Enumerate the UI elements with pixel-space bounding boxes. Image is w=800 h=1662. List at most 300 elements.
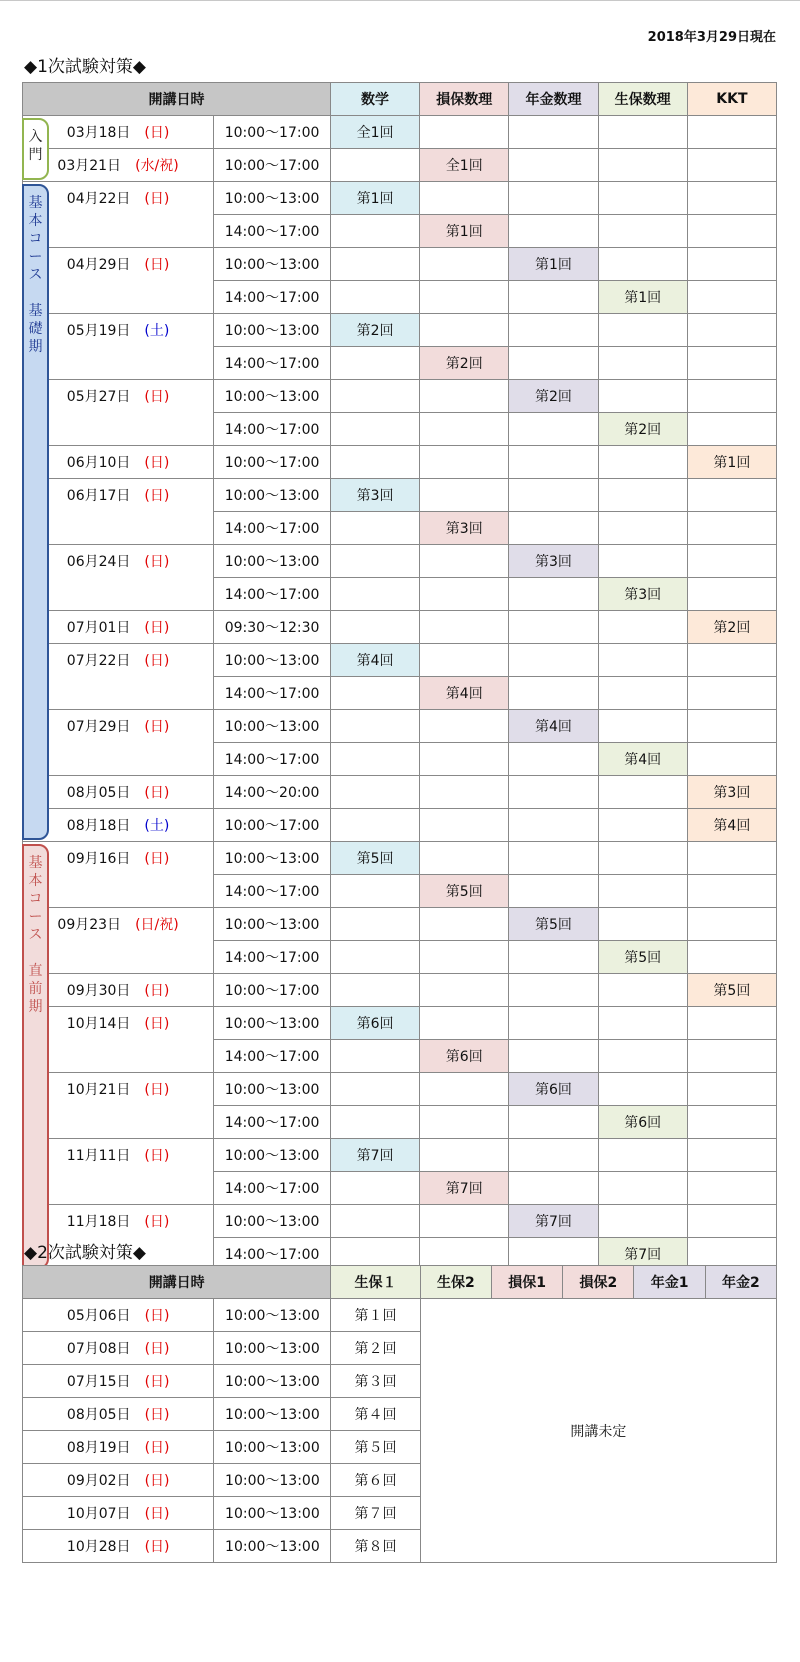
time-cell: 10:00～17:00 — [214, 446, 331, 479]
table-row — [23, 512, 777, 545]
session-cell — [598, 644, 687, 677]
time-cell: 10:00～13:00 — [214, 314, 331, 347]
session-cell — [509, 941, 598, 974]
second-exam-schedule-table — [22, 1265, 777, 1563]
session-cell — [687, 545, 776, 578]
table-row — [23, 149, 777, 182]
day-of-week: (日) — [144, 1082, 170, 1099]
date-text: 05月27日 — [66, 389, 131, 406]
session-cell — [509, 446, 598, 479]
date-cell — [23, 380, 214, 413]
date-cell — [23, 512, 214, 545]
session-cell — [509, 1106, 598, 1139]
day-of-week: (日) — [144, 488, 170, 505]
header-date: 開講日時 — [23, 1266, 331, 1299]
session-cell — [330, 710, 419, 743]
session-cell — [420, 248, 509, 281]
day-of-week: (日) — [144, 719, 170, 736]
day-of-week: (日) — [144, 1473, 170, 1489]
table-row — [23, 413, 777, 446]
date-text: 11月11日 — [66, 1148, 131, 1165]
time-cell: 10:00～13:00 — [214, 1205, 331, 1238]
time-cell: 10:00～17:00 — [214, 809, 331, 842]
session-cell — [598, 1040, 687, 1073]
header-sonpo: 損保数理 — [420, 83, 509, 116]
date-text: 04月29日 — [66, 257, 131, 274]
table-row — [23, 248, 777, 281]
date-text: 10月28日 — [66, 1539, 131, 1555]
session-cell — [598, 1073, 687, 1106]
session-cell — [330, 809, 419, 842]
session-cell — [420, 281, 509, 314]
first-exam-schedule-table — [22, 82, 777, 1271]
bracket-char: 礎 — [28, 320, 43, 337]
time-cell: 10:00～13:00 — [214, 1431, 331, 1464]
table-header-row — [23, 1266, 777, 1299]
date-cell — [23, 1398, 214, 1431]
date-cell — [23, 611, 214, 644]
table-row — [23, 182, 777, 215]
date-cell — [23, 1040, 214, 1073]
table-row — [23, 677, 777, 710]
session-cell — [330, 347, 419, 380]
session-cell: 第4回 — [330, 644, 419, 677]
session-cell: 第2回 — [598, 413, 687, 446]
day-of-week: (日) — [144, 1539, 170, 1555]
day-of-week: (水/祝) — [135, 158, 179, 174]
date-cell — [23, 1530, 214, 1563]
session-cell — [420, 413, 509, 446]
session-cell — [598, 149, 687, 182]
bracket-char: コ — [28, 230, 43, 247]
date-text: 10月07日 — [66, 1506, 131, 1522]
session-cell: 第7回 — [509, 1205, 598, 1238]
bracket-char: ス — [28, 926, 43, 943]
date-cell — [23, 1106, 214, 1139]
undecided-cell: 開講未定 — [420, 1299, 776, 1563]
bracket-char: 基 — [28, 854, 43, 871]
session-cell: 第2回 — [687, 611, 776, 644]
bracket-char: ー — [28, 248, 43, 265]
date-text: 06月17日 — [66, 488, 131, 505]
header-nenkin: 年金数理 — [509, 83, 598, 116]
session-cell — [420, 941, 509, 974]
session-cell — [420, 1139, 509, 1172]
header-sonpo1: 損保1 — [491, 1266, 562, 1299]
session-cell — [687, 248, 776, 281]
date-text: 03月18日 — [66, 125, 131, 141]
day-of-week: (日/祝) — [135, 917, 179, 934]
time-cell: 10:00～13:00 — [214, 644, 331, 677]
table-row — [23, 215, 777, 248]
session-cell: 第1回 — [330, 182, 419, 215]
session-cell — [330, 248, 419, 281]
table-row — [23, 1073, 777, 1106]
session-cell — [687, 347, 776, 380]
header-date: 開講日時 — [23, 83, 331, 116]
date-text: 09月23日 — [57, 917, 122, 934]
session-cell — [598, 182, 687, 215]
date-cell — [23, 182, 214, 215]
table-row — [23, 347, 777, 380]
table-row — [23, 776, 777, 809]
date-text: 08月18日 — [66, 818, 131, 834]
session-cell — [598, 842, 687, 875]
session-cell: 第2回 — [420, 347, 509, 380]
session-cell — [420, 578, 509, 611]
session-cell — [330, 743, 419, 776]
time-cell: 10:00～13:00 — [214, 1299, 331, 1332]
header-math: 数学 — [330, 83, 419, 116]
session-cell — [687, 1172, 776, 1205]
header-sonpo2: 損保2 — [563, 1266, 634, 1299]
session-cell — [330, 875, 419, 908]
session-cell — [598, 776, 687, 809]
session-cell: 第7回 — [330, 1139, 419, 1172]
date-text: 08月19日 — [66, 1440, 131, 1456]
date-cell — [23, 1431, 214, 1464]
day-of-week: (日) — [144, 455, 170, 471]
session-cell — [687, 479, 776, 512]
session-cell — [687, 644, 776, 677]
header-nenkin1: 年金1 — [634, 1266, 705, 1299]
session-cell — [598, 611, 687, 644]
time-cell: 10:00～13:00 — [214, 248, 331, 281]
header-nenkin2: 年金2 — [705, 1266, 776, 1299]
bracket-char: 入 — [28, 128, 43, 145]
session-cell: 第7回 — [598, 1238, 687, 1271]
session-cell — [509, 149, 598, 182]
table-row — [23, 842, 777, 875]
date-cell — [23, 743, 214, 776]
session-cell: 第5回 — [330, 842, 419, 875]
session-cell — [687, 215, 776, 248]
date-text: 07月29日 — [66, 719, 131, 736]
date-cell — [23, 677, 214, 710]
time-cell: 10:00～13:00 — [214, 1007, 331, 1040]
day-of-week: (日) — [144, 1506, 170, 1522]
time-cell: 10:00～13:00 — [214, 182, 331, 215]
date-cell — [23, 1365, 214, 1398]
date-cell — [23, 116, 214, 149]
time-cell: 14:00～17:00 — [214, 1040, 331, 1073]
session-cell — [687, 512, 776, 545]
session-cell — [509, 1040, 598, 1073]
session-cell — [687, 908, 776, 941]
date-cell — [23, 281, 214, 314]
session-cell — [687, 116, 776, 149]
session-cell: 第3回 — [509, 545, 598, 578]
time-cell: 10:00～13:00 — [214, 1332, 331, 1365]
session-cell: 第５回 — [331, 1431, 420, 1464]
time-cell: 14:00～17:00 — [214, 281, 331, 314]
session-cell — [330, 1205, 419, 1238]
time-cell: 14:00～17:00 — [214, 578, 331, 611]
date-cell — [23, 1497, 214, 1530]
session-cell — [598, 1007, 687, 1040]
time-cell: 10:00～17:00 — [214, 149, 331, 182]
day-of-week: (日) — [144, 1407, 170, 1423]
table-row — [23, 1172, 777, 1205]
date-cell — [23, 1139, 214, 1172]
session-cell — [509, 1139, 598, 1172]
date-text: 06月24日 — [66, 554, 131, 571]
session-cell — [330, 1040, 419, 1073]
bracket-char: 基 — [28, 302, 43, 319]
session-cell — [509, 347, 598, 380]
session-cell — [598, 974, 687, 1007]
date-cell — [23, 545, 214, 578]
day-of-week: (日) — [144, 257, 170, 274]
session-cell — [330, 1172, 419, 1205]
session-cell: 第1回 — [687, 446, 776, 479]
session-cell — [598, 677, 687, 710]
table-row — [23, 1106, 777, 1139]
date-cell — [23, 875, 214, 908]
section1-title: ◆1次試験対策◆ — [24, 57, 146, 77]
session-cell — [420, 644, 509, 677]
time-cell: 10:00～13:00 — [214, 1530, 331, 1563]
time-cell: 14:00～17:00 — [214, 677, 331, 710]
session-cell: 第2回 — [509, 380, 598, 413]
day-of-week: (日) — [144, 1374, 170, 1390]
date-cell — [23, 149, 214, 182]
table-header-row — [23, 83, 777, 116]
basic-course-foundation-bracket — [22, 184, 49, 840]
session-cell — [687, 149, 776, 182]
session-cell — [598, 908, 687, 941]
time-cell: 10:00～13:00 — [214, 1497, 331, 1530]
bracket-char: 直 — [28, 962, 43, 979]
table-row — [23, 116, 777, 149]
session-cell: 第2回 — [330, 314, 419, 347]
session-cell — [598, 347, 687, 380]
session-cell: 第3回 — [598, 578, 687, 611]
session-cell — [687, 1106, 776, 1139]
session-cell — [598, 116, 687, 149]
date-cell — [23, 215, 214, 248]
session-cell — [330, 413, 419, 446]
header-kkt: KKT — [687, 83, 776, 116]
time-cell: 10:00～13:00 — [214, 908, 331, 941]
session-cell: 第6回 — [420, 1040, 509, 1073]
time-cell: 10:00～13:00 — [214, 842, 331, 875]
table-row — [23, 974, 777, 1007]
table-row — [23, 545, 777, 578]
date-text: 05月06日 — [66, 1308, 131, 1324]
day-of-week: (土) — [144, 818, 170, 834]
date-text: 09月02日 — [66, 1473, 131, 1489]
session-cell: 第3回 — [420, 512, 509, 545]
session-cell — [687, 1073, 776, 1106]
top-divider — [0, 0, 800, 1]
session-cell — [687, 578, 776, 611]
session-cell — [509, 644, 598, 677]
session-cell: 全1回 — [330, 116, 419, 149]
session-cell — [509, 776, 598, 809]
session-cell — [509, 314, 598, 347]
table-row — [23, 314, 777, 347]
session-cell — [509, 116, 598, 149]
session-cell — [509, 677, 598, 710]
session-cell — [420, 908, 509, 941]
date-text: 09月16日 — [66, 851, 131, 868]
session-cell — [687, 842, 776, 875]
time-cell: 10:00～13:00 — [214, 479, 331, 512]
date-cell — [23, 1007, 214, 1040]
session-cell — [420, 710, 509, 743]
day-of-week: (日) — [144, 125, 170, 141]
session-cell — [330, 908, 419, 941]
date-cell — [23, 908, 214, 941]
table-row — [23, 1139, 777, 1172]
session-cell — [687, 314, 776, 347]
date-cell — [23, 1299, 214, 1332]
day-of-week: (日) — [144, 851, 170, 868]
session-cell — [598, 380, 687, 413]
session-cell — [330, 281, 419, 314]
bracket-char: 本 — [28, 212, 43, 229]
session-cell — [420, 776, 509, 809]
session-cell: 第4回 — [509, 710, 598, 743]
session-cell — [420, 545, 509, 578]
date-cell — [23, 446, 214, 479]
session-cell — [687, 1007, 776, 1040]
session-cell — [509, 875, 598, 908]
session-cell — [687, 182, 776, 215]
session-cell — [330, 776, 419, 809]
session-cell — [420, 1205, 509, 1238]
session-cell — [509, 182, 598, 215]
session-cell: 第１回 — [331, 1299, 420, 1332]
date-cell — [23, 776, 214, 809]
date-text: 07月08日 — [66, 1341, 131, 1357]
session-cell — [330, 545, 419, 578]
time-cell: 10:00～13:00 — [214, 545, 331, 578]
session-cell: 第２回 — [331, 1332, 420, 1365]
session-cell — [687, 413, 776, 446]
session-cell: 第６回 — [331, 1464, 420, 1497]
session-cell — [330, 512, 419, 545]
session-cell — [330, 149, 419, 182]
date-cell — [23, 941, 214, 974]
table-row — [23, 479, 777, 512]
bracket-char: 期 — [28, 338, 43, 355]
session-cell — [598, 1172, 687, 1205]
date-text: 04月22日 — [66, 191, 131, 208]
table-row — [23, 446, 777, 479]
table-row — [23, 941, 777, 974]
session-cell — [687, 941, 776, 974]
time-cell: 10:00～17:00 — [214, 116, 331, 149]
table-row — [23, 710, 777, 743]
session-cell — [598, 314, 687, 347]
time-cell: 10:00～13:00 — [214, 380, 331, 413]
session-cell — [598, 215, 687, 248]
table-row — [23, 611, 777, 644]
session-cell: 第1回 — [598, 281, 687, 314]
session-cell: 第1回 — [509, 248, 598, 281]
session-cell — [509, 215, 598, 248]
session-cell — [687, 677, 776, 710]
session-cell — [420, 182, 509, 215]
date-cell — [23, 314, 214, 347]
session-cell — [330, 578, 419, 611]
time-cell: 10:00～13:00 — [214, 1398, 331, 1431]
time-cell: 10:00～13:00 — [214, 1464, 331, 1497]
date-cell — [23, 974, 214, 1007]
session-cell — [687, 1205, 776, 1238]
table-row — [23, 908, 777, 941]
session-cell — [687, 1040, 776, 1073]
date-text: 03月21日 — [57, 158, 122, 174]
session-cell — [420, 743, 509, 776]
day-of-week: (日) — [144, 389, 170, 406]
intro-course-bracket — [22, 118, 49, 180]
table-row — [23, 1040, 777, 1073]
session-cell — [598, 875, 687, 908]
session-cell — [598, 479, 687, 512]
date-cell — [23, 710, 214, 743]
date-cell — [23, 1172, 214, 1205]
header-seiho2: 生保2 — [420, 1266, 491, 1299]
session-cell: 第5回 — [420, 875, 509, 908]
session-cell — [420, 314, 509, 347]
session-cell — [598, 1205, 687, 1238]
session-cell — [687, 380, 776, 413]
session-cell — [509, 1172, 598, 1205]
day-of-week: (日) — [144, 1341, 170, 1357]
session-cell — [420, 611, 509, 644]
session-cell — [509, 413, 598, 446]
date-text: 08月05日 — [66, 1407, 131, 1423]
session-cell — [598, 248, 687, 281]
session-cell — [420, 1007, 509, 1040]
session-cell: 第6回 — [330, 1007, 419, 1040]
session-cell — [509, 1007, 598, 1040]
session-cell — [330, 677, 419, 710]
date-text: 05月19日 — [66, 323, 131, 340]
table-row — [23, 578, 777, 611]
date-text: 07月22日 — [66, 653, 131, 670]
table-row — [23, 1299, 777, 1332]
table-row — [23, 809, 777, 842]
date-cell — [23, 1464, 214, 1497]
table-row — [23, 875, 777, 908]
table-row — [23, 644, 777, 677]
bracket-char: 前 — [28, 980, 43, 997]
date-cell — [23, 842, 214, 875]
time-cell: 09:30～12:30 — [214, 611, 331, 644]
session-cell: 第３回 — [331, 1365, 420, 1398]
session-cell: 第７回 — [331, 1497, 420, 1530]
date-cell — [23, 1332, 214, 1365]
time-cell: 14:00～17:00 — [214, 215, 331, 248]
date-text: 07月15日 — [66, 1374, 131, 1390]
time-cell: 14:00～17:00 — [214, 413, 331, 446]
session-cell — [509, 809, 598, 842]
bracket-char: 基 — [28, 194, 43, 211]
session-cell — [420, 116, 509, 149]
session-cell — [420, 380, 509, 413]
date-cell — [23, 248, 214, 281]
session-cell: 第3回 — [687, 776, 776, 809]
session-cell — [598, 512, 687, 545]
session-cell — [509, 974, 598, 1007]
day-of-week: (日) — [144, 983, 170, 999]
session-cell: 第4回 — [687, 809, 776, 842]
session-cell — [330, 1106, 419, 1139]
